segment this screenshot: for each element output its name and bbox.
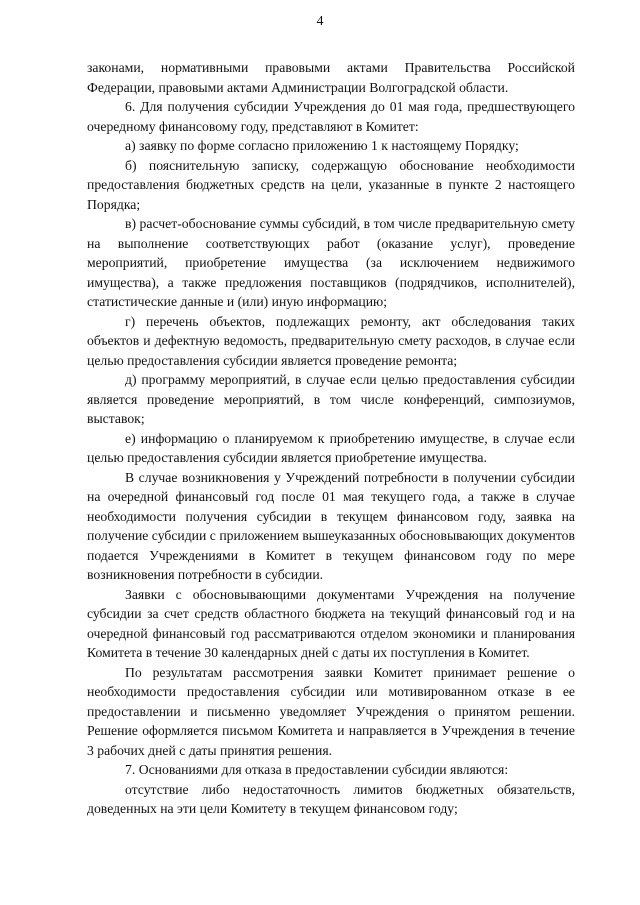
paragraph-subitem-d: д) программу мероприятий, в случае если целью предоставления субсидии является проведение мероприятий, в том числе конференций, симпозиумов, выставок; [87,372,575,426]
paragraph-subitem-b: б) пояснительную записку, содержащую обоснование необходимости предоставления бюджетных средств на цели, указанные в пункте 2 настоящего Порядка; [87,157,575,212]
paragraph-item-7: 7. Основаниями для отказа в предоставлении субсидии являются: [125,762,509,777]
paragraph-item-6: 6. Для получения субсидии Учреждения до 01 мая года, предшествующего очередному финансовому году, представляют в Комитет: [87,99,575,134]
page-number: 4 [316,14,324,29]
paragraph-subitem-g: г) перечень объектов, подлежащих ремонту, акт обследования таких объектов и дефектную ведомость, предварительную смету расходов, в случае если целью предоставления субсидии является проведение ремонта; [87,313,575,368]
paragraph-late-request: В случае возникновения у Учреждений потребности в получении субсидии на очередной финансовый год после 01 мая текущего года, а также в случае необходимости получения субсидии в текущем финансовом году, заявка на получение субсидии с приложением вышеуказанных обосновывающих документов подается Учреждениями в Комитет в текущем финансовом году по мере возникновения потребности в субсидии. [87,469,575,582]
paragraph-subitem-e: е) информацию о планируемом к приобретению имуществе, в случае если целью предоставления субсидии является приобретение имущества. [87,430,575,465]
document-body [87,58,575,819]
paragraph-refusal-reason: отсутствие либо недостаточность лимитов бюджетных обязательств, доведенных на эти цели Комитету в текущем финансовом году; [87,781,575,816]
paragraph-continuation: законами, нормативными правовыми актами Правительства Российской Федерации, правовыми актами Администрации Волгоградской области. [87,60,575,95]
paragraph-review: Заявки с обосновывающими документами Учреждения на получение субсидии за счет средств областного бюджета на текущий финансовый год и на очередной финансовый год рассматриваются отделом экономики и планирования Комитета в течение 30 календарных дней с даты их поступления в Комитет. [87,586,575,660]
paragraph-subitem-v: в) расчет-обоснование суммы субсидий, в том числе предварительную смету на выполнение соответствующих работ (оказание услуг), проведение мероприятий, приобретение имущества (за исключением недвижимого имущества), а также предложения поставщиков (подрядчиков, исполнителей), статистические данные и (или) иную информацию; [87,216,575,309]
paragraph-subitem-a: а) заявку по форме согласно приложению 1 к настоящему Порядку; [125,138,519,153]
paragraph-decision: По результатам рассмотрения заявки Комитет принимает решение о необходимости предоставления субсидии или мотивированном отказе в ее предоставлении и письменно уведомляет Учреждения о принятом решении. Решение оформляется письмом Комитета и направляется в Учреждения в течение 3 рабочих дней с даты принятия решения. [87,664,575,758]
